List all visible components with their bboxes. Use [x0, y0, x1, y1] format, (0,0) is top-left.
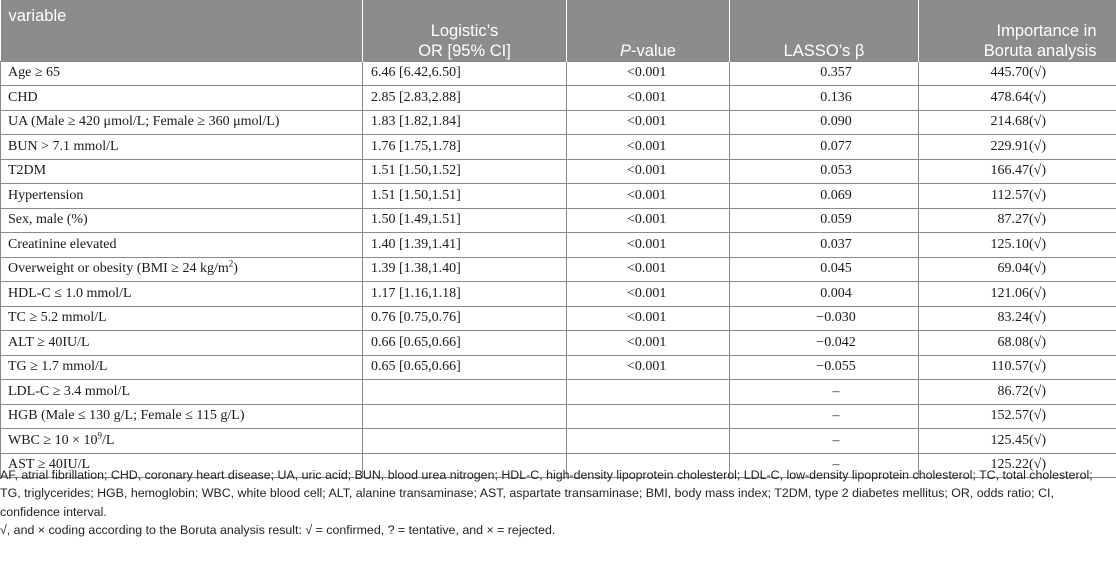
cell-importance: 125.22(√) [919, 453, 1116, 478]
cell-variable: HDL-C ≤ 1.0 mmol/L [1, 282, 363, 307]
table-row [1, 429, 1116, 454]
cell-variable [1, 429, 363, 454]
variable-text-suffix: ) [233, 261, 238, 277]
table-footnotes [0, 466, 1108, 539]
cell-lasso-beta: 0.037 [730, 233, 919, 258]
cell-importance: 445.70(√) [919, 61, 1116, 86]
cell-importance: 83.24(√) [919, 306, 1116, 331]
cell-odds-ratio: 1.76 [1.75,1.78] [363, 135, 567, 160]
cell-variable: TC ≥ 5.2 mmol/L [1, 306, 363, 331]
variable-superscript: 9 [97, 430, 102, 441]
cell-variable: AST ≥ 40IU/L [1, 453, 363, 478]
header-or-line1: Logistic’s [430, 21, 499, 40]
variable-text: Overweight or obesity (BMI ≥ 24 kg/m [8, 261, 229, 277]
cell-lasso-beta: – [730, 404, 919, 429]
cell-p-value: <0.001 [567, 184, 730, 209]
cell-variable [1, 257, 363, 282]
cell-p-value: <0.001 [567, 159, 730, 184]
header-importance-line1: Importance in [996, 21, 1097, 40]
cell-lasso-beta: 0.053 [730, 159, 919, 184]
cell-lasso-beta: 0.004 [730, 282, 919, 307]
header-p-prefix: P [620, 41, 632, 60]
cell-variable: BUN > 7.1 mmol/L [1, 135, 363, 160]
cell-odds-ratio [363, 404, 567, 429]
cell-variable: Age ≥ 65 [1, 61, 363, 86]
table-row [1, 184, 1116, 209]
cell-lasso-beta: −0.030 [730, 306, 919, 331]
header-or [363, 0, 567, 61]
cell-importance: 121.06(√) [919, 282, 1116, 307]
cell-p-value [567, 404, 730, 429]
cell-variable: ALT ≥ 40IU/L [1, 331, 363, 356]
table-row [1, 380, 1116, 405]
cell-variable: Hypertension [1, 184, 363, 209]
cell-lasso-beta: 0.357 [730, 61, 919, 86]
cell-p-value: <0.001 [567, 306, 730, 331]
table-row [1, 208, 1116, 233]
cell-odds-ratio: 1.51 [1.50,1.52] [363, 159, 567, 184]
header-p-suffix: -value [631, 41, 676, 60]
cell-lasso-beta: −0.055 [730, 355, 919, 380]
cell-odds-ratio: 2.85 [2.83,2.88] [363, 86, 567, 111]
table-row [1, 233, 1116, 258]
cell-variable: LDL-C ≥ 3.4 mmol/L [1, 380, 363, 405]
cell-lasso-beta: 0.069 [730, 184, 919, 209]
cell-odds-ratio: 0.76 [0.75,0.76] [363, 306, 567, 331]
cell-lasso-beta: 0.045 [730, 257, 919, 282]
header-importance-line2: Boruta analysis [983, 41, 1097, 60]
cell-importance: 478.64(√) [919, 86, 1116, 111]
cell-p-value: <0.001 [567, 282, 730, 307]
cell-odds-ratio: 1.40 [1.39,1.41] [363, 233, 567, 258]
header-row [1, 0, 1116, 61]
cell-importance: 125.45(√) [919, 429, 1116, 454]
table-row [1, 159, 1116, 184]
cell-p-value: <0.001 [567, 110, 730, 135]
header-variable: variable [1, 0, 363, 61]
cell-p-value [567, 429, 730, 454]
cell-odds-ratio: 1.50 [1.49,1.51] [363, 208, 567, 233]
cell-importance: 214.68(√) [919, 110, 1116, 135]
cell-variable: TG ≥ 1.7 mmol/L [1, 355, 363, 380]
cell-p-value: <0.001 [567, 331, 730, 356]
table-row [1, 86, 1116, 111]
cell-importance: 86.72(√) [919, 380, 1116, 405]
cell-p-value [567, 380, 730, 405]
table-row [1, 404, 1116, 429]
table-row [1, 110, 1116, 135]
footnote-boruta-coding: √, and × coding according to the Boruta analysis result: √ = confirmed, ? = tentative, and × = rejected. [0, 522, 556, 537]
header-or-line2: OR [95% CI] [418, 41, 511, 60]
cell-importance: 152.57(√) [919, 404, 1116, 429]
cell-p-value: <0.001 [567, 355, 730, 380]
cell-lasso-beta: 0.077 [730, 135, 919, 160]
cell-odds-ratio: 1.83 [1.82,1.84] [363, 110, 567, 135]
cell-lasso-beta: 0.136 [730, 86, 919, 111]
variable-superscript: 2 [228, 258, 234, 269]
cell-variable: CHD [1, 86, 363, 111]
cell-importance: 112.57(√) [919, 184, 1116, 209]
cell-variable: UA (Male ≥ 420 μmol/L; Female ≥ 360 μmol/L) [1, 110, 363, 135]
cell-odds-ratio: 0.66 [0.65,0.66] [363, 331, 567, 356]
cell-lasso-beta: −0.042 [730, 331, 919, 356]
cell-importance: 68.08(√) [919, 331, 1116, 356]
variable-text-suffix: /L [101, 432, 115, 448]
cell-p-value: <0.001 [567, 257, 730, 282]
cell-importance: 110.57(√) [919, 355, 1116, 380]
table-row [1, 282, 1116, 307]
cell-odds-ratio: 0.65 [0.65,0.66] [363, 355, 567, 380]
cell-odds-ratio: 1.51 [1.50,1.51] [363, 184, 567, 209]
table-row [1, 61, 1116, 86]
header-importance [919, 0, 1116, 61]
table-row [1, 257, 1116, 282]
table-body [1, 61, 1116, 478]
cell-p-value: <0.001 [567, 233, 730, 258]
cell-importance: 125.10(√) [919, 233, 1116, 258]
cell-lasso-beta: 0.090 [730, 110, 919, 135]
cell-p-value: <0.001 [567, 86, 730, 111]
cell-odds-ratio [363, 380, 567, 405]
cell-lasso-beta: – [730, 429, 919, 454]
header-lasso-beta: LASSO’s β [730, 0, 919, 61]
cell-lasso-beta: 0.059 [730, 208, 919, 233]
cell-p-value: <0.001 [567, 61, 730, 86]
cell-importance: 166.47(√) [919, 159, 1116, 184]
cell-lasso-beta: – [730, 453, 919, 478]
table-row [1, 331, 1116, 356]
cell-lasso-beta: – [730, 380, 919, 405]
cell-variable: HGB (Male ≤ 130 g/L; Female ≤ 115 g/L) [1, 404, 363, 429]
cell-variable: T2DM [1, 159, 363, 184]
cell-importance: 229.91(√) [919, 135, 1116, 160]
cell-odds-ratio: 6.46 [6.42,6.50] [363, 61, 567, 86]
footnote-abbreviations: AF, atrial fibrillation; CHD, coronary heart disease; UA, uric acid; BUN, blood urea nitrogen; HDL-C, high-density lipoprotein cholesterol; LDL-C, low-density lipoprotein cholesterol; TC, total cholesterol; TG, triglycerides; HGB, hemoglobin; WBC, white blood cell; ALT, alanine transaminase; AST, aspartate transaminase; BMI, body mass index; T2DM, type 2 diabetes mellitus; OR, odds ratio; CI, confidence interval. [0, 468, 1093, 519]
table-row [1, 355, 1116, 380]
cell-importance: 87.27(√) [919, 208, 1116, 233]
cell-odds-ratio: 1.39 [1.38,1.40] [363, 257, 567, 282]
cell-variable: Creatinine elevated [1, 233, 363, 258]
table-row [1, 306, 1116, 331]
cell-p-value: <0.001 [567, 135, 730, 160]
cell-odds-ratio: 1.17 [1.16,1.18] [363, 282, 567, 307]
header-p-value [567, 0, 730, 61]
table-row [1, 135, 1116, 160]
cell-odds-ratio [363, 429, 567, 454]
variable-text: WBC ≥ 10 × 10 [8, 432, 98, 448]
cell-p-value: <0.001 [567, 208, 730, 233]
cell-importance: 69.04(√) [919, 257, 1116, 282]
cell-variable: Sex, male (%) [1, 208, 363, 233]
